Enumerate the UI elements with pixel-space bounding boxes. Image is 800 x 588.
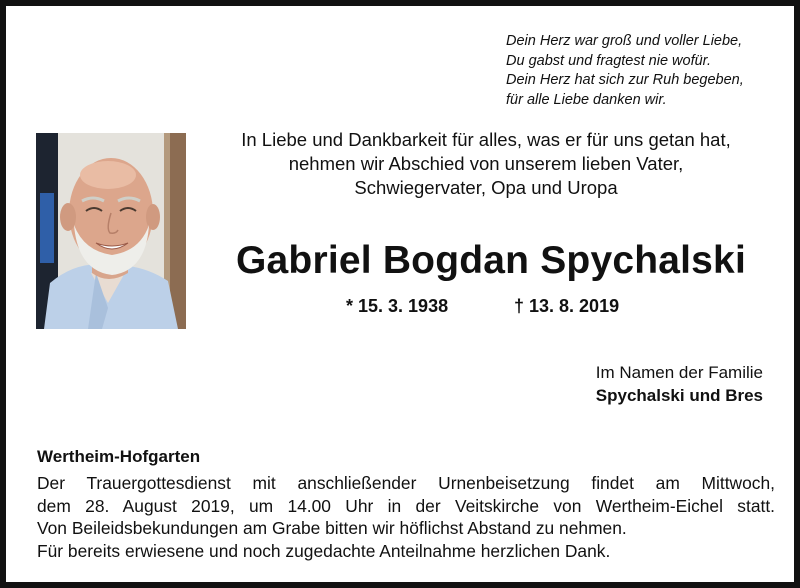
service-line: Für bereits erwiesene und noch zugedachte Anteilnahme herzlichen Dank. bbox=[37, 540, 611, 561]
poem-line: für alle Liebe danken wir. bbox=[506, 91, 667, 108]
service-details bbox=[37, 472, 775, 562]
life-dates bbox=[346, 296, 646, 317]
farewell-line: Schwiegervater, Opa und Uropa bbox=[354, 177, 618, 198]
poem-line: Dein Herz hat sich zur Ruh begeben, bbox=[506, 72, 744, 88]
service-line: Von Beileidsbekundungen am Grabe bitten wir höflichst Abstand zu nehmen. bbox=[37, 518, 627, 539]
poem-line: Du gabst und fragtest nie wofür. bbox=[506, 52, 711, 69]
service-line: dem 28. August 2019, um 14.00 Uhr in der Veitskirche von Wertheim-Eichel statt. bbox=[37, 495, 775, 516]
portrait-photo bbox=[36, 133, 186, 329]
service-location: Wertheim-Hofgarten bbox=[37, 447, 201, 466]
poem-line: Dein Herz war groß und voller Liebe, bbox=[506, 33, 743, 49]
farewell-line: In Liebe und Dankbarkeit für alles, was er für uns getan hat, bbox=[241, 129, 731, 150]
farewell-text bbox=[196, 128, 776, 200]
birth-date: * 15. 3. 1938 bbox=[346, 296, 449, 316]
farewell-line: nehmen wir Abschied von unserem lieben Vater, bbox=[288, 153, 684, 174]
family-signature bbox=[596, 361, 763, 407]
death-date: † 13. 8. 2019 bbox=[514, 296, 620, 316]
family-names: Spychalski und Bres bbox=[595, 386, 763, 405]
deceased-name: Gabriel Bogdan Spychalski bbox=[236, 239, 746, 282]
service-line: Der Trauergottesdienst mit anschließender Urnenbeisetzung findet am Mittwoch, bbox=[37, 473, 775, 493]
memorial-poem bbox=[506, 32, 796, 110]
family-intro: Im Namen der Familie bbox=[595, 363, 763, 382]
